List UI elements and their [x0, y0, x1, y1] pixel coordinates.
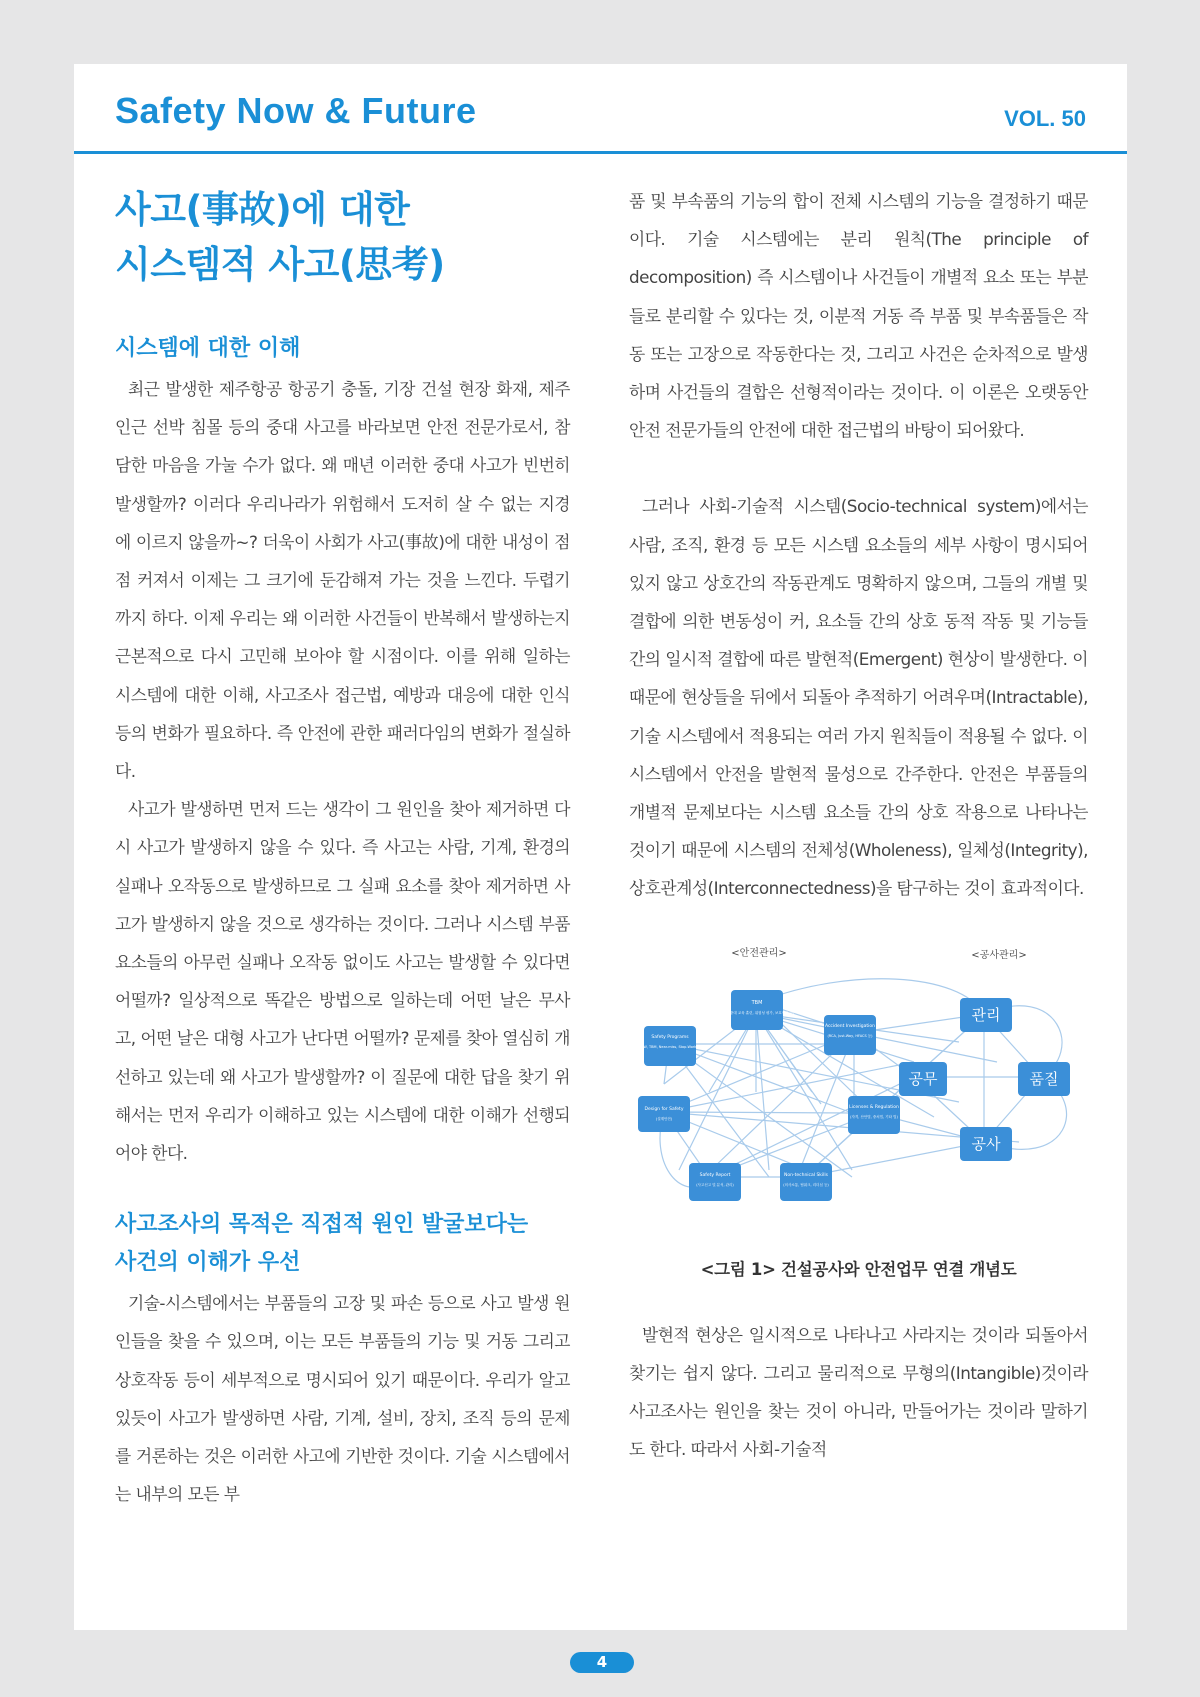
- node-design-title: Design for Safety: [644, 1106, 684, 1112]
- node-licenses-regulation: [848, 1096, 900, 1134]
- construction-management-label: <공사관리>: [971, 949, 1027, 961]
- node-tbm-title: TBM: [751, 999, 763, 1006]
- diagram-graphic: [629, 942, 1088, 1242]
- body-paragraph: 품 및 부속품의 기능의 합이 전체 시스템의 기능을 결정하기 때문이다. 기술 시스템에는 분리 원칙(The principle of decomposition) 즉 시스템이나 사건들이 개별적 요소 또는 부분들로 분리할 수 있다는 것, 이분적 거동 즉 부품 및 부속품들은 작동 또는 고장으로 작동한다는 것, 그리고 사건은 순차적으로 발생하며 사건들의 결합은 선형적이라는 것이다. 이 이론은 오랫동안 안전 전문가들의 안전에 대한 접근법의 바탕이 되어왔다.: [629, 191, 1088, 441]
- node-construction-label: 공사: [971, 1134, 1001, 1153]
- right-column: [629, 182, 1088, 1468]
- magazine-title: Safety Now & Future: [115, 90, 477, 131]
- node-construction: [960, 1127, 1012, 1161]
- figure-caption: <그림 1> 건설공사와 안전업무 연결 개념도: [700, 1259, 1017, 1279]
- node-nontech-title: Non-technical Skills: [783, 1172, 829, 1178]
- node-non-technical-skills: [780, 1163, 832, 1201]
- node-accident-investigation: [824, 1015, 876, 1055]
- node-public-works: [899, 1062, 947, 1096]
- volume-number: VOL. 50: [1004, 106, 1086, 131]
- section-heading: [115, 1206, 570, 1282]
- section-heading: 시스템에 대한 이해: [115, 336, 301, 361]
- node-quality: [1018, 1062, 1070, 1096]
- node-tbm-subtitle: (조직, 중대 교육 훈련, 위험성 평가, 보호장구 등): [719, 1010, 795, 1015]
- node-design-subtitle: (설계안전): [655, 1116, 673, 1121]
- article-title-line2: 시스템적 사고(思考): [115, 243, 445, 286]
- body-paragraph: 기술-시스템에서는 부품들의 고장 및 파손 등으로 사고 발생 원인들을 찾을 수 있으며, 이는 모든 부품들의 기능 및 거동 그리고 상호작동 등이 세부적으로 명시되어 있기 때문이다. 우리가 알고 있듯이 사고가 발생하면 사람, 기계, 설비, 장치, 조직 등의 문제를 거론하는 것은 이러한 사고에 기반한 것이다. 기술 시스템에서는 내부의 모든 부: [115, 1293, 570, 1505]
- section-heading-line2: 사건의 이해가 우선: [115, 1250, 301, 1276]
- node-management-label: 관리: [971, 1005, 1001, 1024]
- node-programs-title: Safety Programs: [651, 1034, 689, 1040]
- page: [74, 64, 1127, 1630]
- node-nontech-subtitle: (의사소통, 팀워크, 리더십 등): [783, 1182, 829, 1187]
- safety-management-label: <안전관리>: [731, 947, 787, 959]
- node-safety-report: [689, 1163, 741, 1201]
- header-divider: [74, 151, 1127, 154]
- node-report-subtitle: (사고신고 및 분석, 관리): [696, 1182, 734, 1187]
- section-heading-line1: 사고조사의 목적은 직접적 원인 발굴보다는: [115, 1212, 529, 1238]
- body-paragraph: 그러나 사회-기술적 시스템(Socio-technical system)에서는 사람, 조직, 환경 등 모든 시스템 요소들의 세부 사항이 명시되어 있지 않고 상호간의 작동관계도 명확하지 않으며, 그들의 개별 및 결합에 의한 변동성이 커, 요소들 간의 상호 동적 작동 및 기능들 간의 일시적 결합에 따른 발현적(Emergent) 현상이 발생한다. 이 때문에 현상들을 뒤에서 되돌아 추적하기 어려우며(Intractable), 기술 시스템에서 적용되는 여러 가지 원칙들이 적용될 수 없다. 이 시스템에서 안전을 발현적 물성으로 간주한다. 안전은 부품들의 개별적 문제보다는 시스템 요소들 간의 상호 작용으로 나타나는 것이기 때문에 시스템의 전체성(Wholeness), 일체성(Integrity), 상호관계성(Interconnectedness)을 탐구하는 것이 효과적이다.: [629, 496, 1088, 899]
- node-license-title: Licenses & Regulation: [849, 1104, 899, 1110]
- page-number: 4: [570, 1652, 634, 1673]
- node-programs-subtitle: (PTW, TBM, Near-miss, Stop-Work 등): [637, 1044, 703, 1049]
- node-work-label: 공무: [908, 1069, 938, 1088]
- node-incident-title: Accident Investigation: [824, 1023, 876, 1029]
- node-incident-subtitle: (RCA, Just-Way, HFACS 등): [827, 1033, 873, 1038]
- body-paragraph: 최근 발생한 제주항공 항공기 충돌, 기장 건설 현장 화재, 제주 인근 선박 침몰 등의 중대 사고를 바라보면 안전 전문가로서, 참담한 마음을 가눌 수가 없다. 왜 매년 이러한 중대 사고가 빈번히 발생할까? 이러다 우리나라가 위험해서 도저히 살 수 없는 지경에 이르지 않을까~? 더욱이 사회가 사고(事故)에 대한 내성이 점점 커져서 이제는 그 크기에 둔감해져 가는 것을 느낀다. 두렵기까지 하다. 이제 우리는 왜 이러한 사건들이 반복해서 발생하는지 근본적으로 다시 고민해 보아야 할 시점이다. 이를 위해 일하는 시스템에 대한 이해, 사고조사 접근법, 예방과 대응에 대한 인식 등의 변화가 필요하다. 즉 안전에 관한 패러다임의 변화가 절실하다.: [115, 379, 570, 782]
- body-paragraph: 사고가 발생하면 먼저 드는 생각이 그 원인을 찾아 제거하면 다시 사고가 발생하지 않을 수 있다. 즉 사고는 사람, 기계, 환경의 실패나 오작동으로 발생하므로 그 실패 요소를 찾아 제거하면 사고가 발생하지 않을 것으로 생각하는 것이다. 그러나 시스템 부품 요소들의 아무런 실패나 오작동 없이도 사고는 발생할 수 있다면 어떨까? 일상적으로 똑같은 방법으로 일하는데 어떤 날은 무사고, 어떤 날은 대형 사고가 난다면 어떨까? 문제를 찾아 열심히 개선하고 있는데 왜 사고가 발생할까? 이 질문에 대한 답을 찾기 위해서는 먼저 우리가 이해하고 있는 시스템에 대한 이해가 선행되어야 한다.: [115, 799, 570, 1164]
- article-title-line1: 사고(事故)에 대한: [115, 188, 410, 231]
- node-design-for-safety: [638, 1096, 690, 1132]
- node-management: [960, 998, 1012, 1032]
- node-report-title: Safety Report: [699, 1172, 731, 1178]
- article-title: [115, 182, 570, 292]
- node-safety-programs: [638, 1026, 703, 1066]
- body-paragraph: 발현적 현상은 일시적으로 나타나고 사라지는 것이라 되돌아서 찾기는 쉽지 않다. 그리고 물리적으로 무형의(Intangible)것이라 사고조사는 원인을 찾는 것이 아니라, 만들어가는 것이라 말하기도 한다. 따라서 사회-기술적: [629, 1324, 1088, 1460]
- concept-diagram: [629, 942, 1088, 1242]
- node-quality-label: 품질: [1029, 1069, 1059, 1088]
- left-column: [115, 182, 570, 1513]
- node-license-subtitle: (자격, 산안법, 중처법, 기타 법): [850, 1114, 898, 1119]
